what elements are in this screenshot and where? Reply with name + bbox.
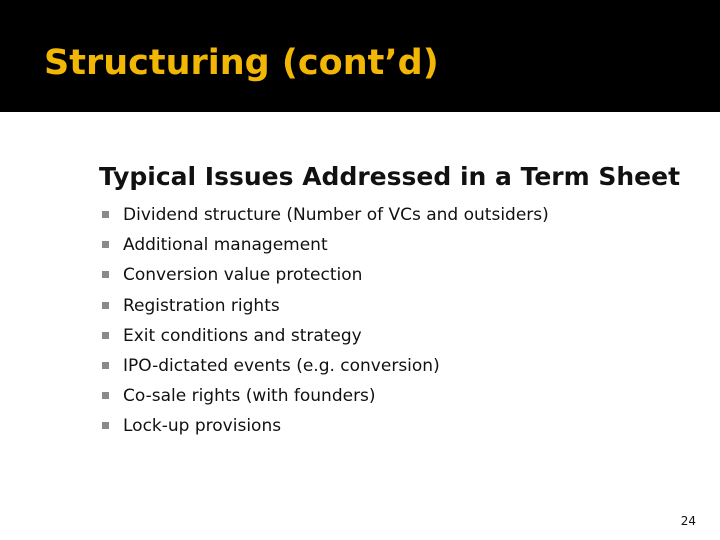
- square-bullet-icon: [102, 271, 109, 278]
- bullet-text: Additional management: [123, 235, 328, 256]
- bullet-text: Co-sale rights (with founders): [123, 386, 376, 407]
- bullet-text: IPO-dictated events (e.g. conversion): [123, 355, 440, 376]
- bullet-item-co-sale-rights: [99, 382, 549, 412]
- bullet-text: Conversion value protection: [123, 265, 363, 286]
- bullet-text: Lock-up provisions: [123, 416, 282, 437]
- bullet-text: Dividend structure (Number of VCs and outsiders): [123, 205, 549, 225]
- square-bullet-icon: [102, 302, 109, 309]
- square-bullet-icon: [102, 332, 109, 339]
- bullet-item-registration-rights: [99, 292, 549, 322]
- bullet-list: [99, 201, 549, 443]
- slide-subtitle: Typical Issues Addressed in a Term Sheet: [99, 162, 681, 191]
- bullet-item-ipo-events: [99, 352, 549, 382]
- bullet-item-dividend-structure: [99, 201, 549, 231]
- bullet-item-exit-conditions: [99, 322, 549, 352]
- square-bullet-icon: [102, 211, 109, 218]
- bullet-text: Registration rights: [123, 295, 280, 316]
- square-bullet-icon: [102, 362, 109, 369]
- title-bar: [0, 0, 720, 112]
- square-bullet-icon: [102, 241, 109, 248]
- bullet-item-conversion-value-protection: [99, 261, 549, 291]
- square-bullet-icon: [102, 422, 109, 429]
- bullet-item-additional-management: [99, 231, 549, 261]
- square-bullet-icon: [102, 392, 109, 399]
- slide-title: Structuring (cont’d): [44, 43, 439, 83]
- bullet-item-lock-up-provisions: [99, 412, 549, 442]
- page-number: 24: [680, 514, 696, 528]
- bullet-text: Exit conditions and strategy: [123, 325, 362, 346]
